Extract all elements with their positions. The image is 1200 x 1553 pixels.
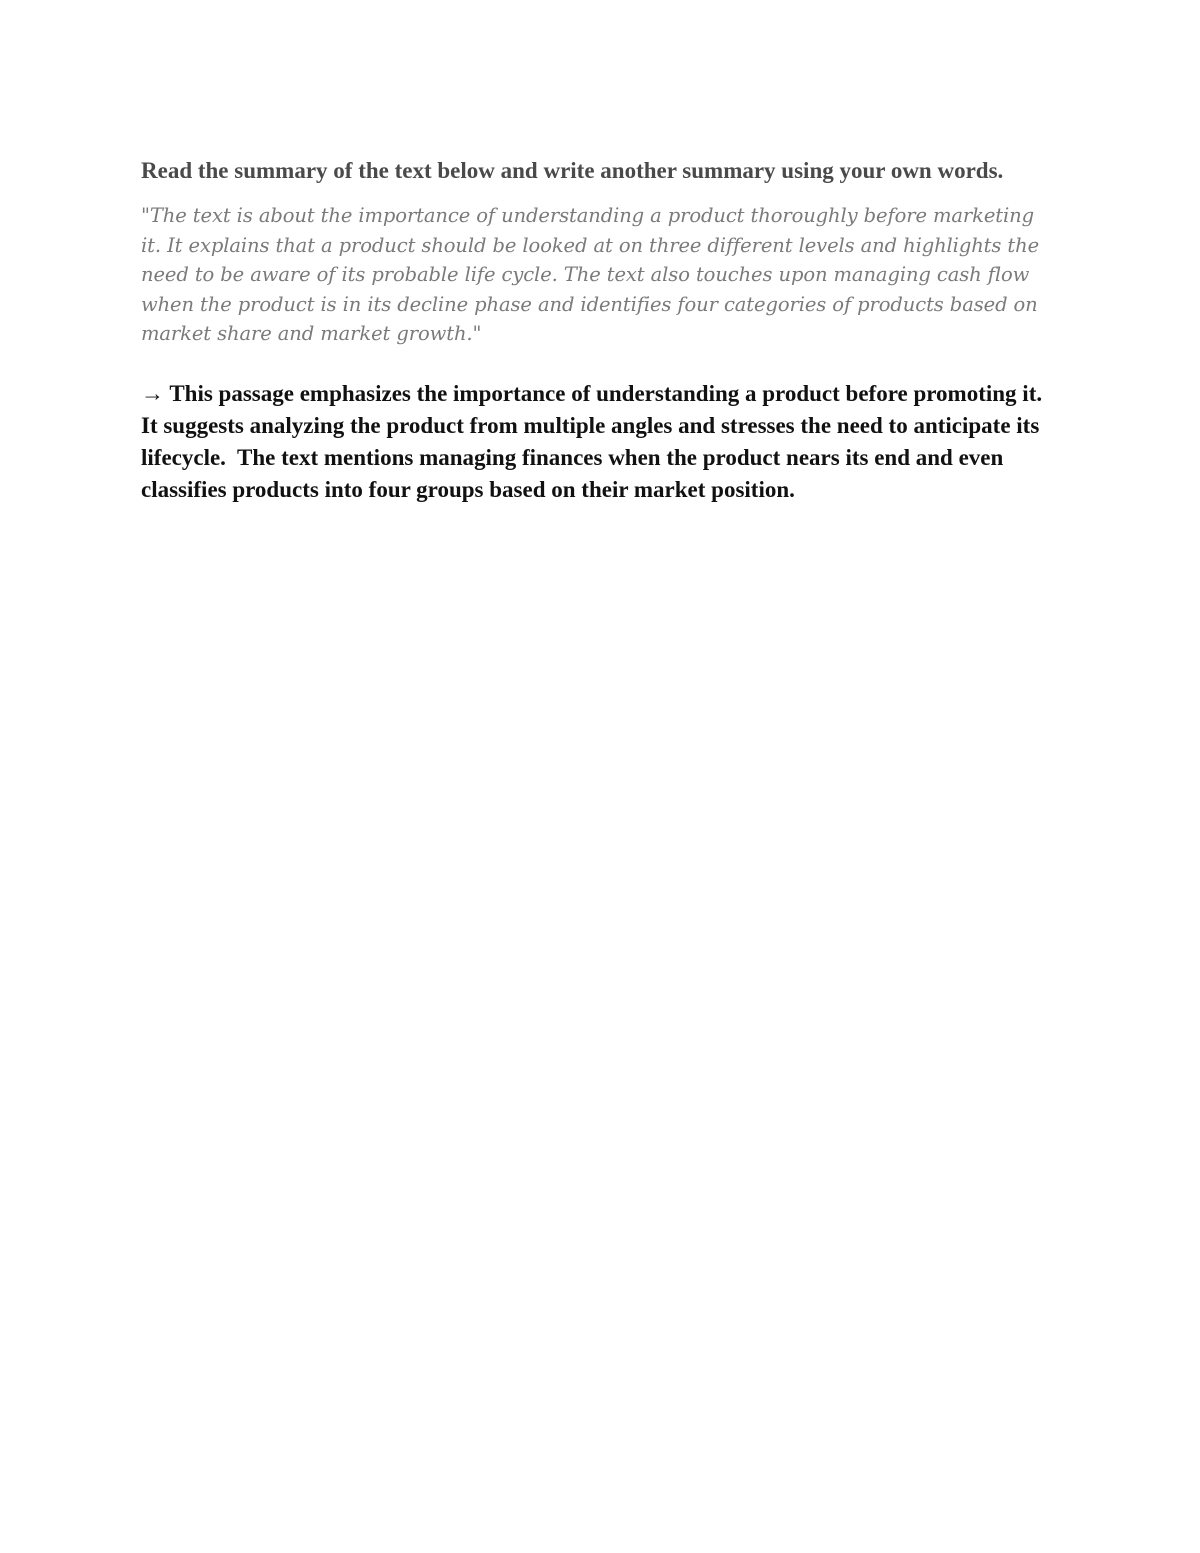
quoted-summary: "The text is about the importance of understanding a product thoroughly before marketing it. It explains that a product should be looked at on three different levels and highlights the need to be aware of its probable life cycle. The text also touches upon managing cash flow when the product is in its decline phase and identifies four categories of products based on market share and market growth." <box>141 204 1040 346</box>
answer-summary: → This passage emphasizes the importance of understanding a product before promoting it. It suggests analyzing the product from multiple angles and stresses the need to anticipate its lifecycle. The text mentions managing finances when the product nears its end and even classifies products into four groups based on their market position. <box>141 380 1048 502</box>
document-body <box>141 156 1056 506</box>
instruction-heading: Read the summary of the text below and write another summary using your own words. <box>141 158 1004 183</box>
